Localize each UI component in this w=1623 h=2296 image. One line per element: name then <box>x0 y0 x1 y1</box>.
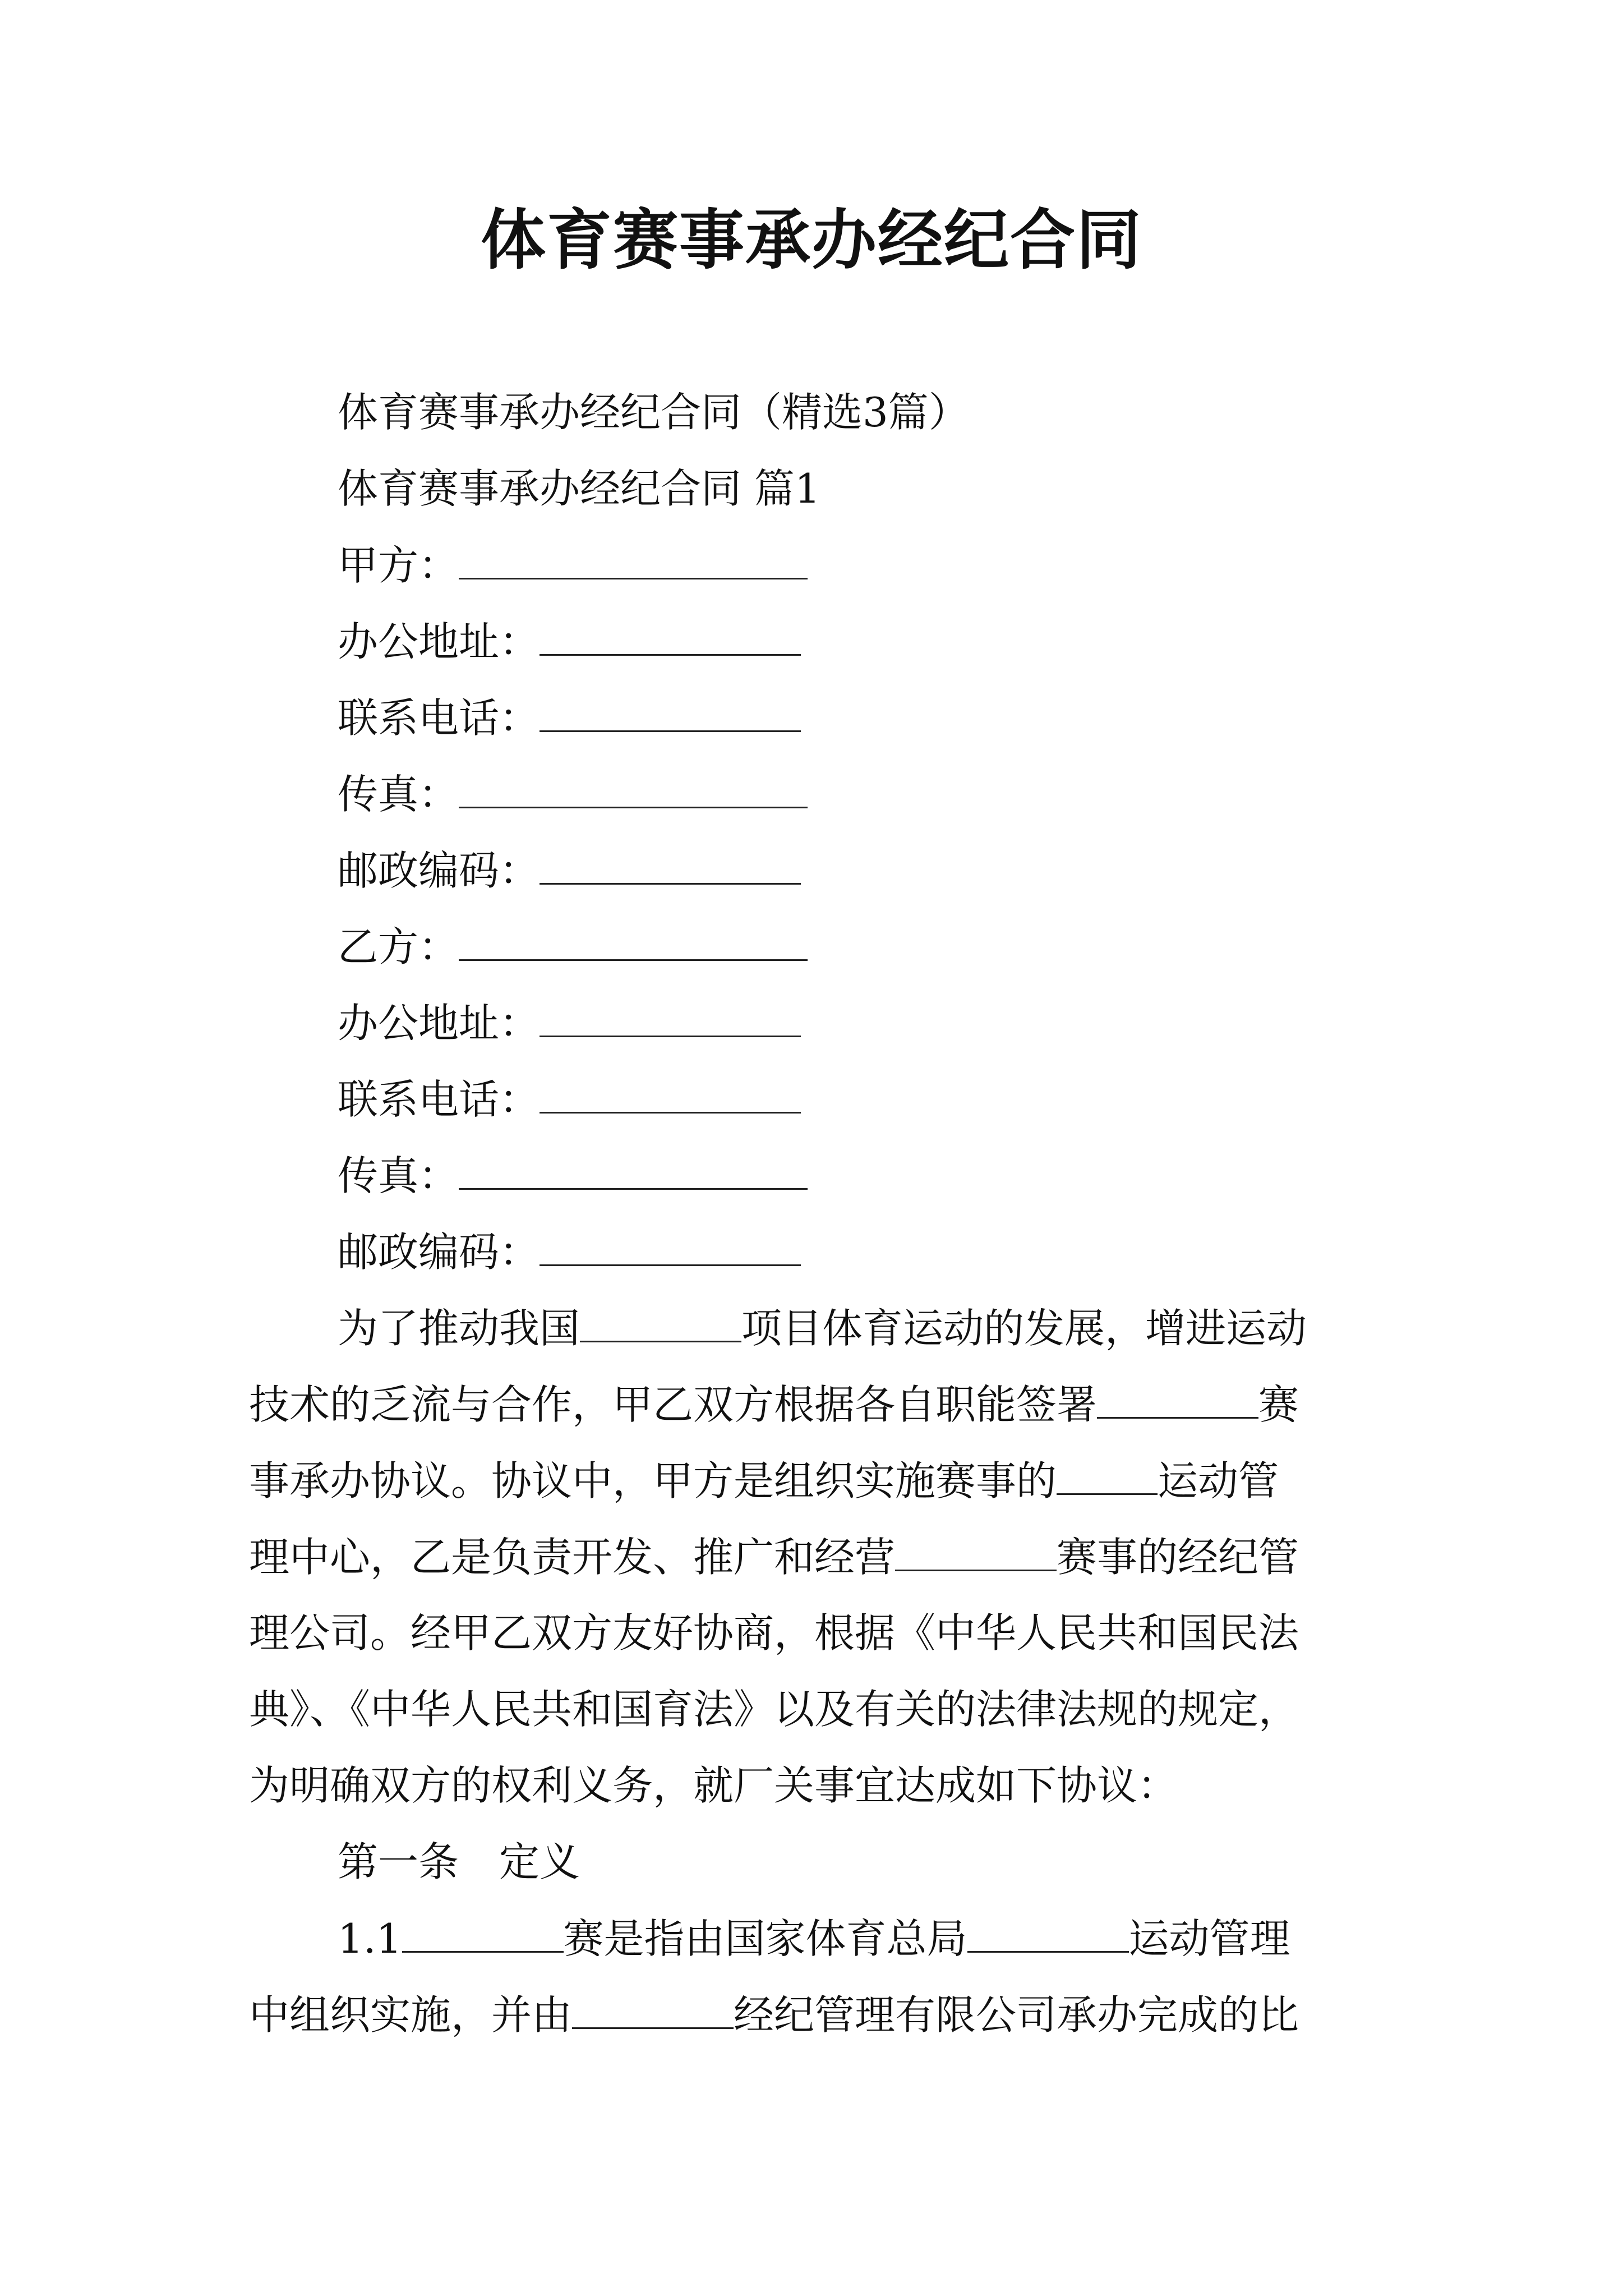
party-a-phone-field <box>338 692 801 743</box>
event-blank <box>1097 1379 1258 1419</box>
party-a-field <box>338 540 808 591</box>
party-b-label: 乙方： <box>338 923 459 970</box>
sport-admin-blank <box>967 1913 1129 1953</box>
clause-text: 运动管理 <box>1128 1915 1290 1962</box>
party-a-fax-label: 传真： <box>338 771 459 818</box>
preamble-text: 赛 <box>1258 1381 1299 1428</box>
party-b-phone-label: 联系电话： <box>338 1076 540 1123</box>
preamble-text: 为了推动我国 <box>338 1305 580 1352</box>
sport-blank <box>580 1303 741 1342</box>
party-a-address-label: 办公地址： <box>338 618 540 665</box>
party-b-postcode-blank <box>540 1226 801 1266</box>
preamble-line-4 <box>249 1531 1387 1582</box>
preamble-line-7: 为明确双方的权利义务，就厂关事宜达成如下协议： <box>249 1762 1178 1809</box>
party-b-postcode-field <box>338 1226 801 1277</box>
party-a-address-field <box>338 616 801 667</box>
preamble-text: 项目体育运动的发展，增进运动 <box>741 1305 1307 1352</box>
party-b-blank <box>459 921 808 961</box>
party-b-postcode-label: 邮政编码： <box>338 1228 540 1276</box>
party-a-fax-field <box>338 769 808 820</box>
document-subtitle: 体育赛事承办经纪合同（精选3篇） <box>338 389 969 436</box>
party-a-postcode-field <box>338 845 801 896</box>
preamble-text: 技术的乏流与合作，甲乙双方根据各自职能签署 <box>249 1381 1098 1428</box>
party-b-fax-label: 传真： <box>338 1152 459 1199</box>
managed-event-blank <box>895 1531 1057 1571</box>
clause-1-1-line-2 <box>249 1989 1299 2040</box>
event-name-blank <box>402 1913 564 1953</box>
party-b-address-blank <box>540 997 801 1037</box>
party-a-fax-blank <box>459 769 808 808</box>
agency-name-blank <box>572 1989 734 2029</box>
preamble-line-2 <box>249 1379 1387 1430</box>
party-a-address-blank <box>540 616 801 656</box>
preamble-text: 事承办协议。协议中，甲方是组织实施赛事的 <box>249 1457 1057 1504</box>
preamble-line-5: 理公司。经甲乙双方友好协商，根据《中华人民共和国民法 <box>249 1609 1299 1657</box>
party-b-address-field <box>338 997 801 1048</box>
article-1-heading: 第一条 定义 <box>338 1838 580 1885</box>
preamble-line-1 <box>338 1303 1387 1354</box>
party-b-address-label: 办公地址： <box>338 1000 540 1047</box>
preamble-text: 赛事的经纪管 <box>1057 1534 1299 1581</box>
page-title: 体育赛事承办经纪合同 <box>481 202 1142 278</box>
party-b-fax-field <box>338 1150 808 1201</box>
clause-text: 中组织实施，并由 <box>249 1991 573 2039</box>
party-b-fax-blank <box>459 1150 808 1190</box>
party-b-phone-field <box>338 1074 801 1125</box>
party-b-field <box>338 921 808 972</box>
party-a-postcode-blank <box>540 845 801 885</box>
section-heading: 体育赛事承办经纪合同 篇1 <box>338 465 820 512</box>
clause-text: 赛是指由国家体育总局 <box>563 1915 967 1962</box>
preamble-text: 理中心，乙是负责开发、推广和经营 <box>249 1534 896 1581</box>
preamble-line-6: 典》、《中华人民共和国育法》以及有关的法律法规的规定， <box>249 1686 1299 1733</box>
preamble-text: 运动管 <box>1158 1457 1279 1504</box>
clause-number: 1.1 <box>338 1915 402 1962</box>
party-a-phone-label: 联系电话： <box>338 694 540 742</box>
party-b-phone-blank <box>540 1074 801 1114</box>
sport-center-blank <box>1057 1455 1158 1495</box>
clause-1-1-line-1 <box>338 1913 1290 1964</box>
preamble-line-3 <box>249 1455 1387 1506</box>
clause-text: 经纪管理有限公司承办完成的比 <box>734 1991 1299 2039</box>
party-a-blank <box>459 540 808 579</box>
party-a-label: 甲方： <box>338 542 459 589</box>
party-a-postcode-label: 邮政编码： <box>338 847 540 894</box>
party-a-phone-blank <box>540 692 801 732</box>
